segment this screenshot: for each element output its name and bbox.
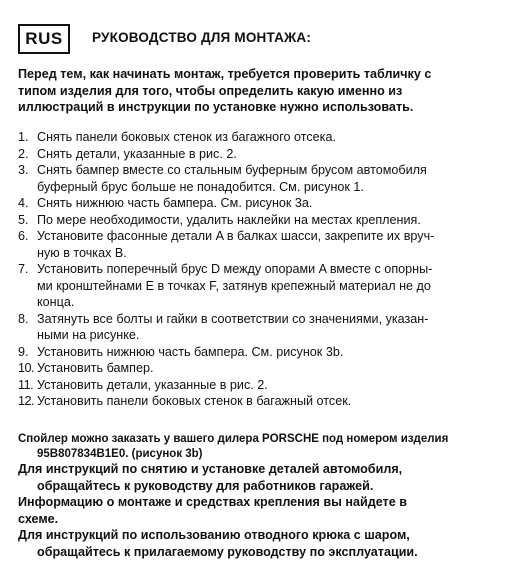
- note-line: Для инструкций по снятию и установке деталей автомобиля,: [18, 462, 403, 476]
- note-line: обращайтесь к прилагаемому руководству по эксплуатации.: [37, 544, 418, 559]
- step-item: [18, 228, 492, 261]
- installation-steps: [18, 129, 492, 410]
- intro-line: Перед тем, как начинать монтаж, требуется проверить табличку с: [18, 67, 432, 81]
- step-number: 9.: [18, 344, 29, 359]
- step-item: [18, 311, 492, 344]
- mounting-info-note: [18, 494, 492, 527]
- step-text: Установить поперечный брус D между опорами A вместе с опорны- ми кронштейнами E в точках F, затянув крепежный материал не до конца.: [37, 262, 433, 309]
- note-line: обращайтесь к руководству для работников гаражей.: [37, 478, 374, 493]
- step-item: [18, 261, 492, 311]
- step-text: Установить детали, указанные в рис. 2.: [37, 377, 268, 392]
- step-number: 7.: [18, 262, 29, 276]
- step-text: Затянуть все болты и гайки в соответствии со значениями, указан- ными на рисунке.: [37, 311, 429, 342]
- header: [18, 24, 488, 54]
- step-number: 1.: [18, 130, 29, 144]
- note-line: Для инструкций по использованию отводного крюка с шаром,: [18, 528, 410, 542]
- footer-notes: [18, 432, 492, 560]
- step-text: По мере необходимости, удалить наклейки на местах крепления.: [37, 212, 421, 227]
- note-line: схеме.: [18, 511, 59, 526]
- step-item: [18, 212, 492, 229]
- step-number: 3.: [18, 163, 29, 177]
- step-number: 4.: [18, 196, 29, 210]
- step-item: [18, 195, 492, 212]
- intro-line: типом изделия для того, чтобы определить какую именно из: [18, 83, 403, 98]
- step-item: [18, 162, 492, 195]
- spoiler-line: Спойлер можно заказать у вашего дилера PORSCHE под номером изделия: [18, 433, 449, 445]
- step-number: 2.: [18, 146, 29, 161]
- spoiler-order-note: [18, 432, 492, 461]
- intro-paragraph: [18, 66, 490, 116]
- language-badge: RUS: [18, 24, 70, 54]
- step-number: 5.: [18, 212, 29, 227]
- step-number: 10.: [18, 361, 35, 375]
- step-text: Установите фасонные детали A в балках шасси, закрепите их вруч- ную в точках B.: [37, 229, 435, 260]
- intro-line: иллюстраций в инструкции по установке нужно использовать.: [18, 100, 414, 114]
- step-text: Снять бампер вместе со стальным буферным брусом автомобиля буферный брус больше не понадобится. См. рисунок 1.: [37, 163, 427, 194]
- step-item: [18, 146, 492, 163]
- page-title: РУКОВОДСТВО ДЛЯ МОНТАЖА:: [92, 30, 312, 45]
- step-number: 6.: [18, 229, 29, 243]
- note-line: Информацию о монтаже и средствах крепления вы найдете в: [18, 495, 407, 509]
- step-text: Снять нижнюю часть бампера. См. рисунок 3a.: [37, 196, 313, 210]
- step-number: 11.: [18, 377, 34, 392]
- step-item: [18, 393, 492, 410]
- step-text: Установить панели боковых стенок в багажный отсек.: [37, 394, 352, 408]
- step-number: 8.: [18, 311, 29, 326]
- step-item: [18, 360, 492, 377]
- step-item: [18, 344, 492, 361]
- step-item: [18, 377, 492, 394]
- step-text: Установить нижнюю часть бампера. См. рисунок 3b.: [37, 344, 344, 359]
- step-text: Снять детали, указанные в рис. 2.: [37, 146, 237, 161]
- step-text: Установить бампер.: [37, 361, 154, 375]
- towbar-instructions-note: [18, 527, 492, 560]
- step-text: Снять панели боковых стенок из багажного отсека.: [37, 130, 336, 144]
- step-item: [18, 129, 492, 146]
- removal-instructions-note: [18, 461, 492, 494]
- spoiler-part-number: 95B807834B1E0. (рисунок 3b): [37, 447, 203, 460]
- step-number: 12.: [18, 394, 35, 408]
